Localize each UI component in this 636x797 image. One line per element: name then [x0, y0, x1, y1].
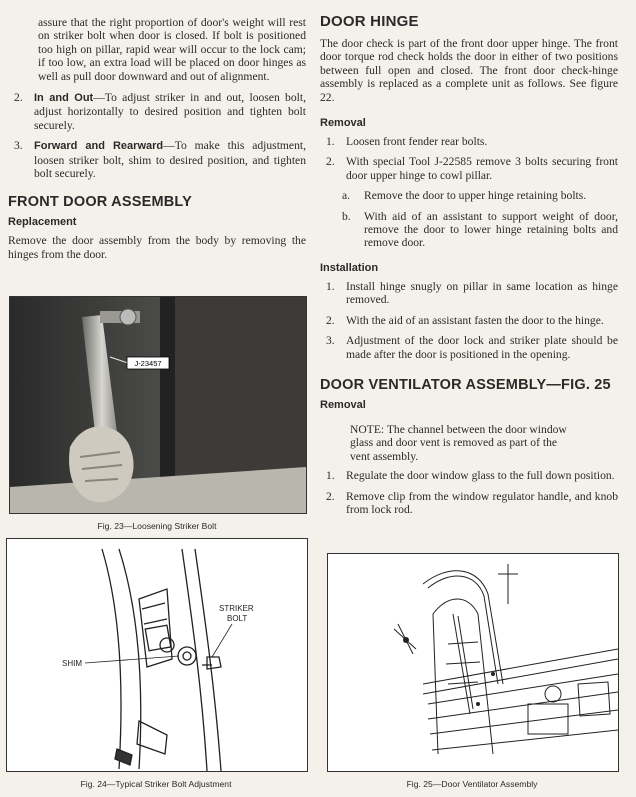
item-body: —To make this adjustment, loosen striker bolt, shim to desired position, and tighten bolt securely. [34, 139, 306, 181]
item-number: 1. [326, 469, 335, 483]
item-bold: Forward and Rearward [34, 140, 164, 153]
item-text: Install hinge snugly on pillar in same location as hinge removed. [346, 279, 618, 307]
fig25-caption: Fig. 25—Door Ventilator Assembly [406, 779, 538, 789]
shim-label: SHIM [62, 659, 82, 668]
removal-heading: Removal [320, 117, 366, 130]
vent-removal-heading: Removal [320, 398, 366, 411]
door-hinge-title: DOOR HINGE [320, 13, 419, 30]
subsection-title: Replacement [8, 216, 77, 229]
intro-paragraph: assure that the right proportion of door's weight will rest on striker bolt when door is closed. If bolt is positioned too high on pillar, rapid wear will occur to the lock cam; if too low, an extra load will be placed on door hinges as well as pull door downward and out of alignment. [38, 16, 306, 83]
fig25-diagram [327, 553, 619, 772]
left-column [8, 0, 306, 261]
list-item [320, 334, 618, 361]
list-item [8, 139, 306, 180]
item-number: 1. [326, 279, 335, 293]
list-item [320, 135, 618, 148]
item-letter: a. [342, 189, 351, 203]
item-number: 1. [326, 135, 335, 149]
item-text: Regulate the door window glass to the full down position. [346, 469, 615, 483]
item-text [34, 91, 306, 132]
fig24-caption: Fig. 24—Typical Striker Bolt Adjustment [80, 779, 232, 789]
list-subitem [320, 189, 618, 202]
installation-heading: Installation [320, 261, 379, 274]
item-text: Adjustment of the door lock and striker plate should be made after the door is positioned in the opening. [346, 334, 618, 361]
striker-label-line2: BOLT [227, 614, 248, 623]
fig23-photo [9, 296, 307, 514]
item-text [34, 139, 306, 180]
item-text: With aid of an assistant to support weight of door, remove the door to lower hinge retaining bolts and remove door. [364, 209, 618, 250]
item-number: 2. [326, 313, 335, 327]
fig24-diagram [6, 538, 308, 772]
item-bold: In and Out [34, 92, 94, 105]
list-item [320, 469, 618, 482]
fig23-illustration [10, 297, 306, 513]
striker-label-line1: STRIKER [219, 604, 254, 613]
list-item [320, 280, 618, 307]
list-item [320, 155, 618, 182]
item-number: 2. [14, 91, 23, 105]
item-text: Loosen front fender rear bolts. [346, 135, 488, 149]
fig23-caption: Fig. 23—Loosening Striker Bolt [97, 521, 217, 531]
item-text: Remove the door to upper hinge retaining bolts. [364, 189, 587, 203]
fig25-illustration [328, 554, 618, 771]
item-letter: b. [342, 209, 351, 223]
striker-bolt-label [219, 604, 256, 623]
replacement-paragraph: Remove the door assembly from the body by removing the hinges from the door. [8, 234, 306, 261]
list-subitem [320, 210, 618, 250]
vent-list [320, 469, 618, 516]
item-number: 2. [326, 489, 335, 503]
item-text: Remove clip from the window regulator handle, and knob from lock rod. [346, 489, 618, 516]
note-paragraph: NOTE: The channel between the door window glass and door vent is removed as part of the vent assembly. [350, 422, 567, 463]
list-item [320, 314, 618, 327]
item-text: With special Tool J-22585 remove 3 bolts securing front door upper hinge to cowl pillar. [346, 155, 618, 182]
section-title: FRONT DOOR ASSEMBLY [8, 194, 192, 211]
list-item [320, 490, 618, 517]
door-hinge-intro: The door check is part of the front door upper hinge. The front door torque rod check holds the door in either of two positions between full open and closed. The front door check-hinge assembly is replaced as a complete unit as follows. See figure 22. [320, 37, 618, 104]
fig24-illustration [7, 539, 307, 771]
vent-title: DOOR VENTILATOR ASSEMBLY—FIG. 25 [320, 376, 611, 393]
item-body: —To adjust striker in and out, loosen bolt, adjust horizontally to desired position and tighten bolt securely. [34, 91, 306, 132]
adjustment-list [8, 91, 306, 180]
item-text: With the aid of an assistant fasten the door to the hinge. [346, 313, 604, 327]
removal-list [320, 135, 618, 250]
right-column [320, 0, 618, 523]
item-number: 3. [326, 334, 335, 348]
installation-list [320, 280, 618, 361]
fig23-tool-label: J-23457 [134, 359, 162, 368]
list-item [8, 91, 306, 132]
item-number: 2. [326, 155, 335, 169]
item-number: 3. [14, 139, 23, 153]
